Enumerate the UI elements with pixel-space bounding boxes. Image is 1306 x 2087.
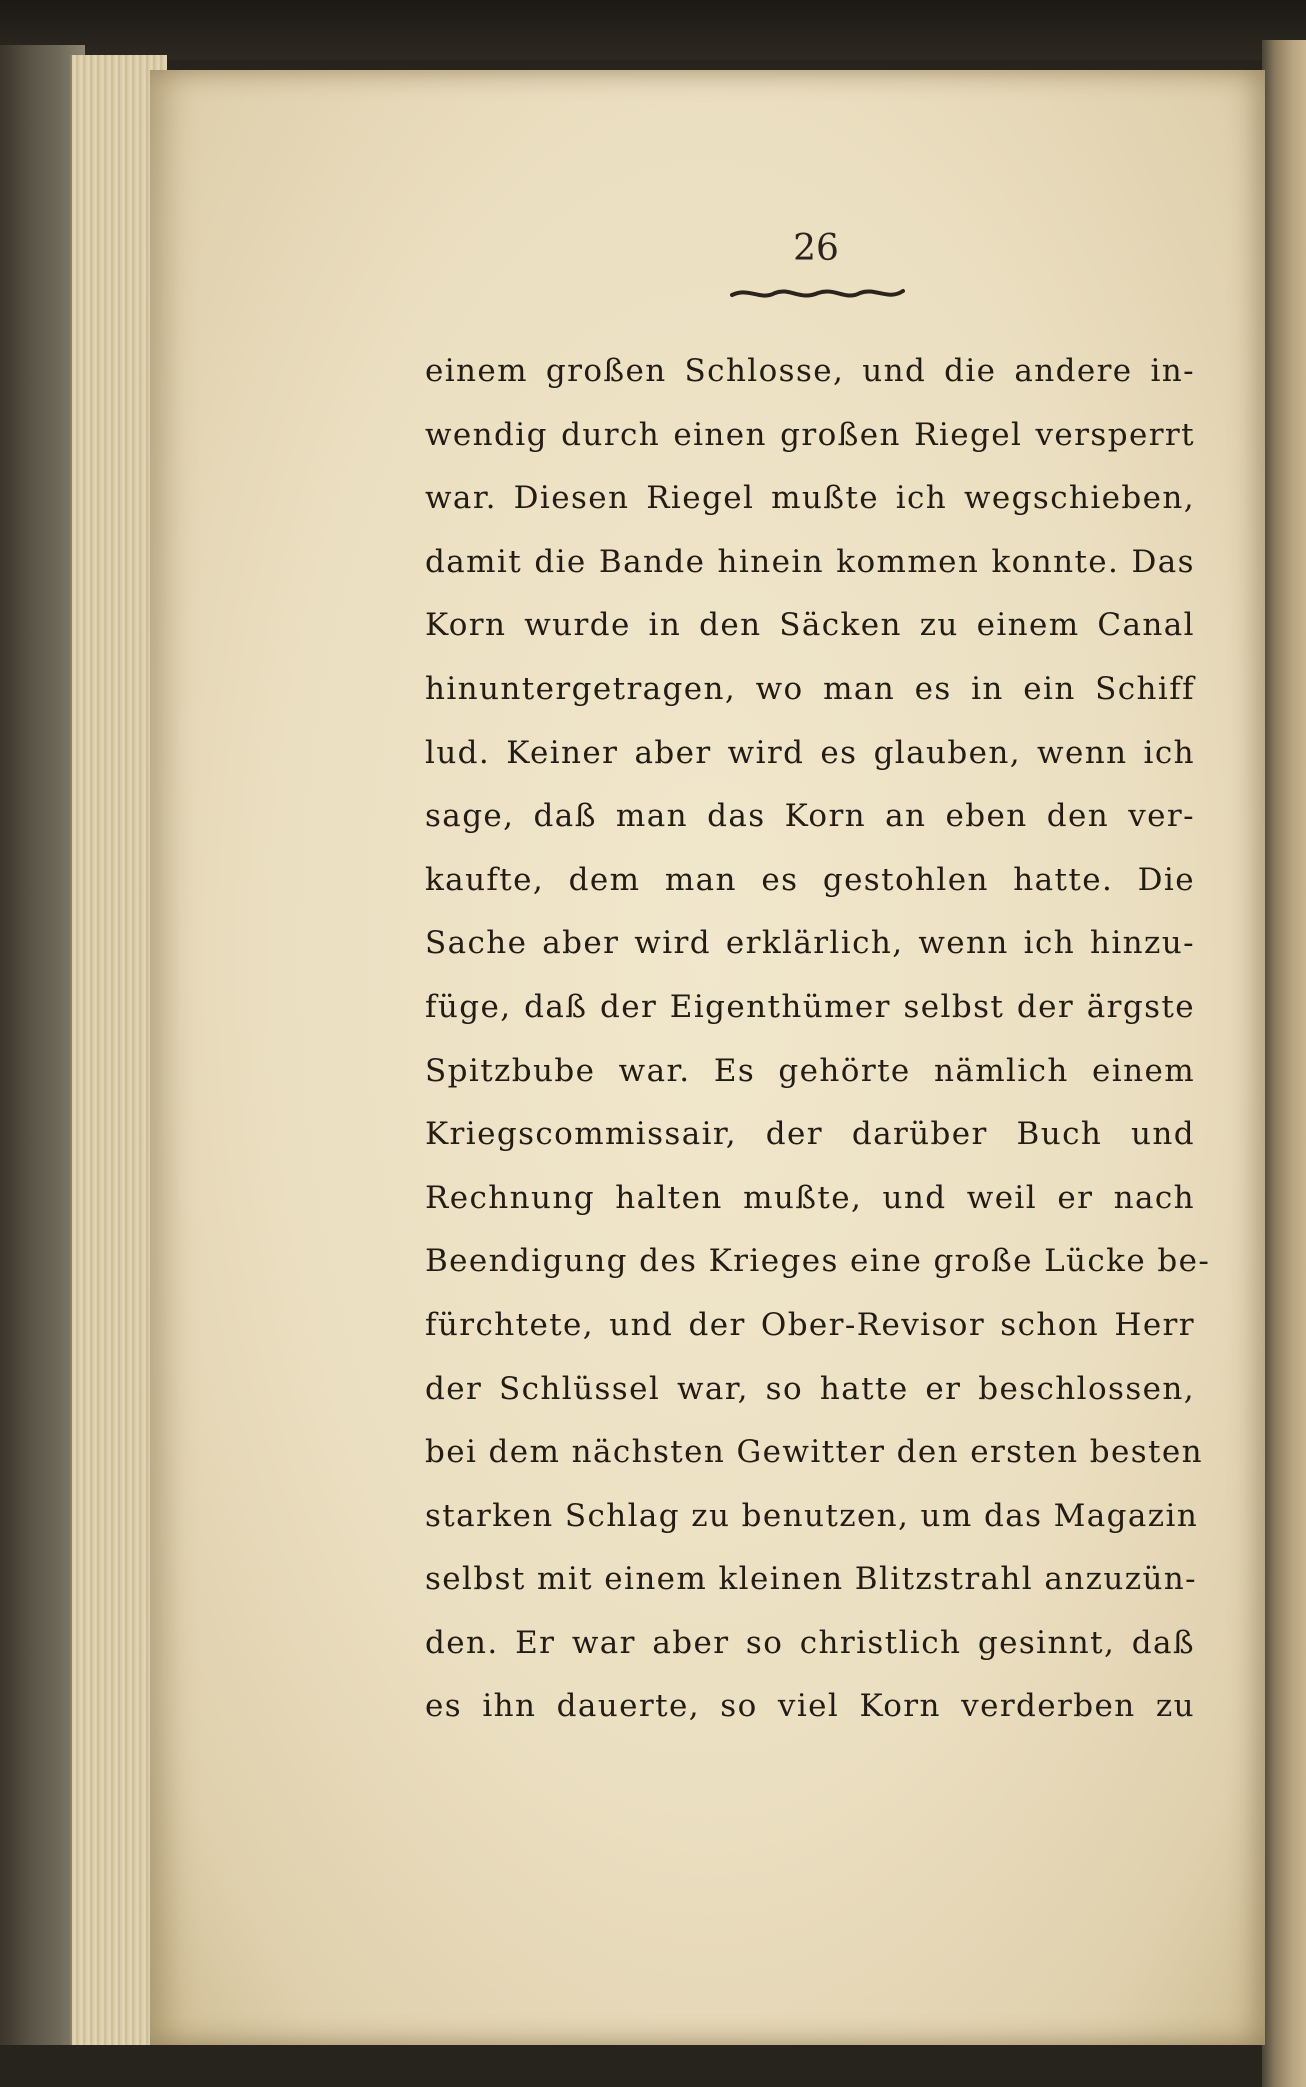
text-line: starken Schlag zu benutzen, um das Magazin: [425, 1497, 1199, 1534]
text-line: Spitzbube war. Es gehörte nämlich einem: [425, 1052, 1195, 1089]
ornament-rule: [730, 283, 905, 303]
text-line: es ihn dauerte, so viel Korn verderben zu: [425, 1688, 1195, 1725]
text-line: sage, daß man das Korn an eben den ver-: [425, 798, 1195, 835]
text-line: füge, daß der Eigenthümer selbst der ärgste: [425, 988, 1195, 1025]
text-line: einem großen Schlosse, und die andere in-: [425, 353, 1195, 389]
text-line: Sache aber wird erklärlich, wenn ich hinzu-: [425, 925, 1195, 962]
text-line: den. Er war aber so christlich gesinnt, daß: [425, 1624, 1195, 1661]
text-line: hinuntergetragen, wo man es in ein Schiff: [425, 670, 1195, 707]
book-cover-top: [0, 0, 1306, 60]
text-line: wendig durch einen großen Riegel versperrt: [425, 416, 1195, 453]
text-line: Korn wurde in den Säcken zu einem Canal: [425, 607, 1195, 644]
text-line: war. Diesen Riegel mußte ich wegschieben,: [425, 480, 1195, 517]
text-line: der Schlüssel war, so hatte er beschlossen,: [425, 1370, 1195, 1407]
adjacent-page-edge: [1262, 40, 1306, 2087]
text-line: lud. Keiner aber wird es glauben, wenn ich: [425, 734, 1195, 771]
page-number: 26: [793, 228, 839, 269]
text-line: fürchtete, und der Ober-Revisor schon Herr: [425, 1306, 1195, 1343]
text-line: kaufte, dem man es gestohlen hatte. Die: [425, 861, 1195, 898]
text-line: selbst mit einem kleinen Blitzstrahl anzuzün-: [425, 1561, 1198, 1598]
body-text: [425, 340, 1211, 1739]
text-line: Kriegscommissair, der darüber Buch und: [425, 1116, 1195, 1153]
text-line: Beendigung des Krieges eine große Lücke be-: [425, 1243, 1211, 1280]
text-line: Rechnung halten mußte, und weil er nach: [425, 1179, 1195, 1216]
text-line: damit die Bande hinein kommen konnte. Das: [425, 543, 1195, 580]
text-line: bei dem nächsten Gewitter den ersten besten: [425, 1434, 1203, 1471]
